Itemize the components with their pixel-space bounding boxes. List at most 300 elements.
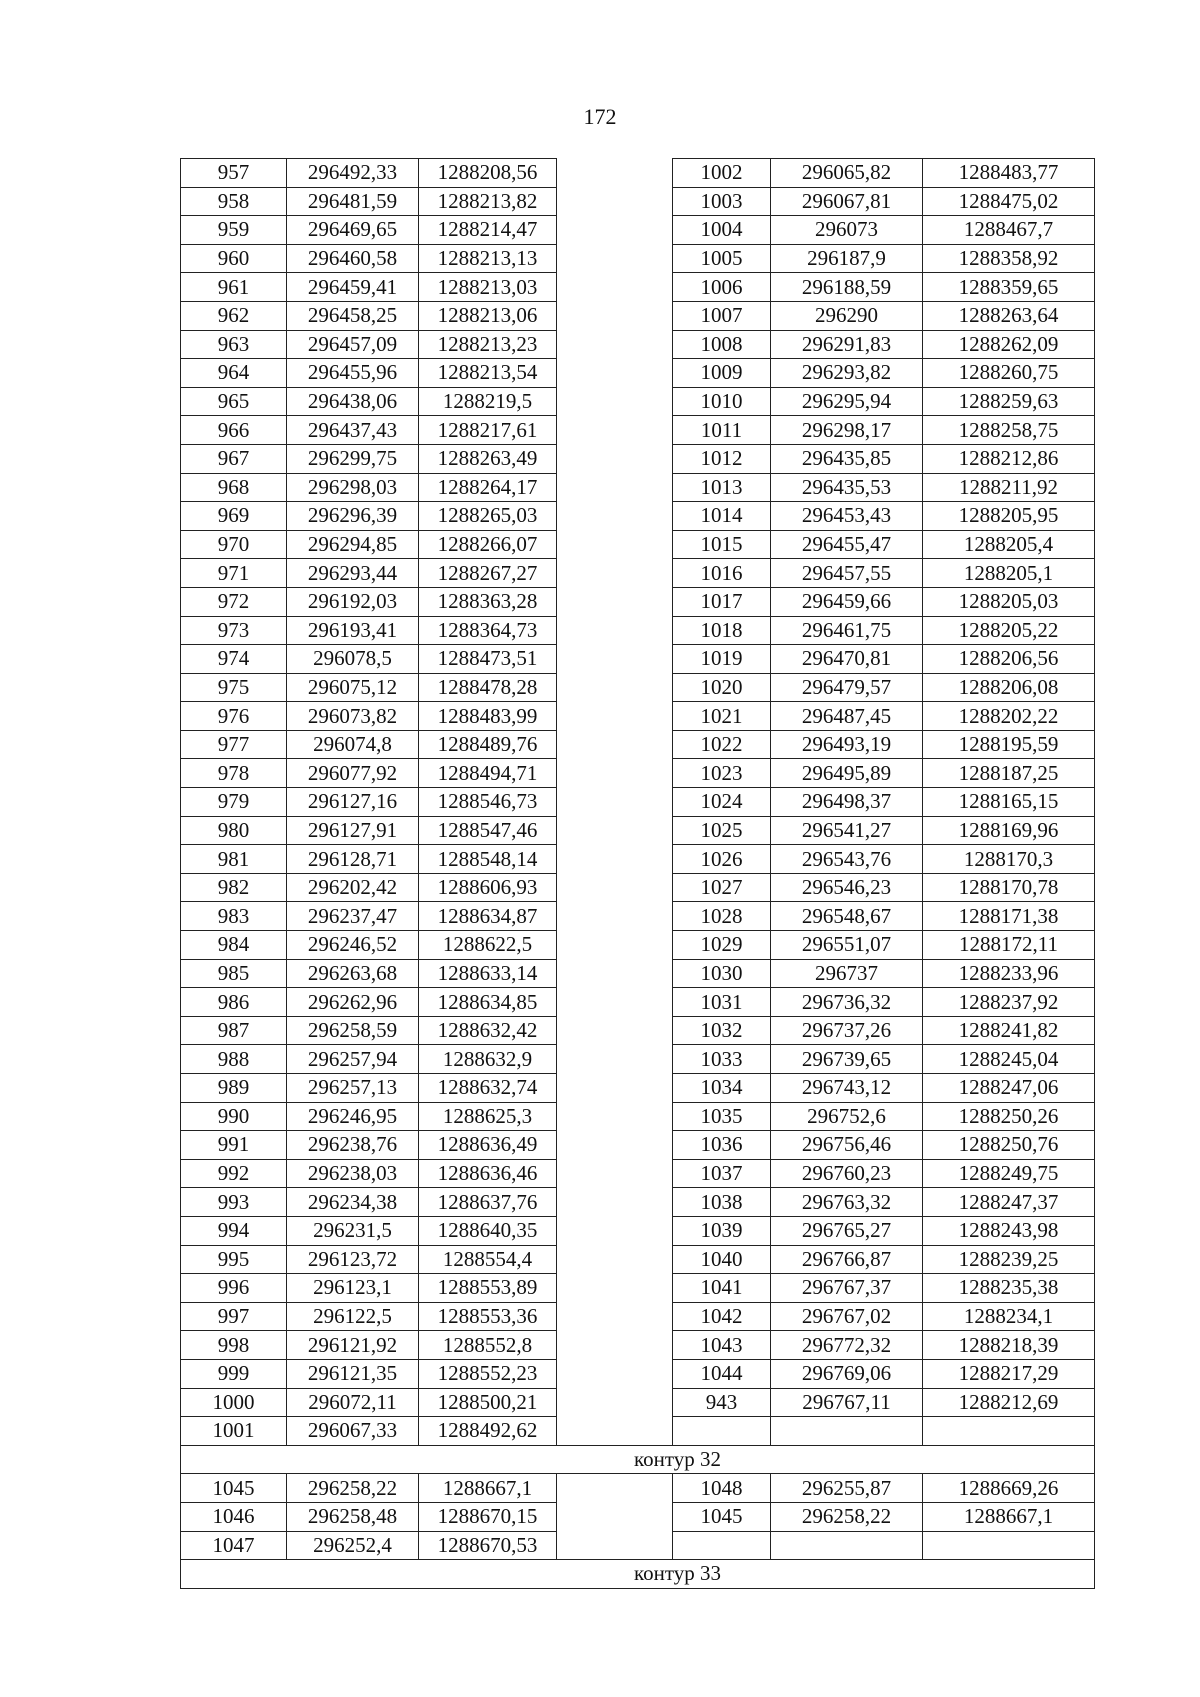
right-y-coordinate-cell: 1288212,86	[923, 444, 1095, 473]
right-x-coordinate-cell: 296435,53	[771, 473, 923, 502]
right-x-coordinate-cell	[771, 1417, 923, 1446]
left-y-coordinate-cell: 1288492,62	[419, 1417, 557, 1446]
right-point-number-cell: 1036	[673, 1131, 771, 1160]
right-point-number-cell: 1030	[673, 959, 771, 988]
column-gap	[557, 187, 673, 216]
left-x-coordinate-cell: 296238,03	[287, 1159, 419, 1188]
table-row	[181, 1245, 1095, 1274]
column-gap	[557, 1359, 673, 1388]
column-gap	[557, 1331, 673, 1360]
left-y-coordinate-cell: 1288553,36	[419, 1302, 557, 1331]
table-row	[181, 988, 1095, 1017]
right-y-coordinate-cell: 1288667,1	[923, 1502, 1095, 1531]
column-gap	[557, 1531, 673, 1560]
right-x-coordinate-cell: 296453,43	[771, 502, 923, 531]
table-row	[181, 1274, 1095, 1303]
left-y-coordinate-cell: 1288548,14	[419, 845, 557, 874]
right-point-number-cell: 1021	[673, 702, 771, 731]
left-y-coordinate-cell: 1288473,51	[419, 645, 557, 674]
left-point-number-cell: 998	[181, 1331, 287, 1360]
left-point-number-cell: 993	[181, 1188, 287, 1217]
right-point-number-cell: 1006	[673, 273, 771, 302]
table-row	[181, 759, 1095, 788]
left-x-coordinate-cell: 296078,5	[287, 645, 419, 674]
left-y-coordinate-cell: 1288214,47	[419, 216, 557, 245]
right-y-coordinate-cell: 1288245,04	[923, 1045, 1095, 1074]
right-point-number-cell: 1002	[673, 159, 771, 188]
right-point-number-cell: 1011	[673, 416, 771, 445]
left-y-coordinate-cell: 1288489,76	[419, 730, 557, 759]
table-row	[181, 1159, 1095, 1188]
column-gap	[557, 1188, 673, 1217]
right-x-coordinate-cell: 296763,32	[771, 1188, 923, 1217]
left-x-coordinate-cell: 296258,22	[287, 1474, 419, 1503]
left-y-coordinate-cell: 1288478,28	[419, 673, 557, 702]
left-y-coordinate-cell: 1288264,17	[419, 473, 557, 502]
left-y-coordinate-cell: 1288634,87	[419, 902, 557, 931]
column-gap	[557, 1302, 673, 1331]
right-y-coordinate-cell: 1288250,76	[923, 1131, 1095, 1160]
right-point-number-cell: 1045	[673, 1502, 771, 1531]
right-y-coordinate-cell: 1288206,56	[923, 645, 1095, 674]
right-point-number-cell: 1031	[673, 988, 771, 1017]
right-y-coordinate-cell: 1288247,37	[923, 1188, 1095, 1217]
column-gap	[557, 273, 673, 302]
table-row	[181, 845, 1095, 874]
table-row	[181, 931, 1095, 960]
right-x-coordinate-cell: 296067,81	[771, 187, 923, 216]
right-y-coordinate-cell: 1288262,09	[923, 330, 1095, 359]
left-point-number-cell: 960	[181, 244, 287, 273]
left-y-coordinate-cell: 1288213,23	[419, 330, 557, 359]
right-y-coordinate-cell: 1288358,92	[923, 244, 1095, 273]
column-gap	[557, 788, 673, 817]
left-x-coordinate-cell: 296074,8	[287, 730, 419, 759]
right-x-coordinate-cell: 296258,22	[771, 1502, 923, 1531]
left-y-coordinate-cell: 1288632,74	[419, 1074, 557, 1103]
right-y-coordinate-cell: 1288206,08	[923, 673, 1095, 702]
left-point-number-cell: 999	[181, 1359, 287, 1388]
right-x-coordinate-cell: 296493,19	[771, 730, 923, 759]
right-point-number-cell: 1005	[673, 244, 771, 273]
left-point-number-cell: 1047	[181, 1531, 287, 1560]
right-y-coordinate-cell: 1288249,75	[923, 1159, 1095, 1188]
table-row	[181, 530, 1095, 559]
table-row	[181, 187, 1095, 216]
right-point-number-cell: 1022	[673, 730, 771, 759]
left-x-coordinate-cell: 296257,94	[287, 1045, 419, 1074]
page-number: 172	[583, 104, 617, 129]
left-y-coordinate-cell: 1288213,06	[419, 301, 557, 330]
table-row	[181, 1359, 1095, 1388]
left-y-coordinate-cell: 1288552,8	[419, 1331, 557, 1360]
right-point-number-cell: 1008	[673, 330, 771, 359]
right-y-coordinate-cell: 1288202,22	[923, 702, 1095, 731]
left-point-number-cell: 981	[181, 845, 287, 874]
right-x-coordinate-cell: 296739,65	[771, 1045, 923, 1074]
left-x-coordinate-cell: 296193,41	[287, 616, 419, 645]
right-y-coordinate-cell	[923, 1531, 1095, 1560]
contour-32-rows	[181, 1474, 1095, 1560]
left-y-coordinate-cell: 1288265,03	[419, 502, 557, 531]
column-gap	[557, 387, 673, 416]
table-row	[181, 730, 1095, 759]
table-row	[181, 359, 1095, 388]
left-y-coordinate-cell: 1288552,23	[419, 1359, 557, 1388]
left-x-coordinate-cell: 296492,33	[287, 159, 419, 188]
table-row	[181, 159, 1095, 188]
left-y-coordinate-cell: 1288634,85	[419, 988, 557, 1017]
left-point-number-cell: 1001	[181, 1417, 287, 1446]
left-x-coordinate-cell: 296469,65	[287, 216, 419, 245]
right-y-coordinate-cell: 1288239,25	[923, 1245, 1095, 1274]
left-y-coordinate-cell: 1288263,49	[419, 444, 557, 473]
table-row	[181, 1531, 1095, 1560]
right-y-coordinate-cell: 1288243,98	[923, 1216, 1095, 1245]
contour-32-label	[181, 1445, 1095, 1474]
right-point-number-cell	[673, 1417, 771, 1446]
left-y-coordinate-cell: 1288213,03	[419, 273, 557, 302]
left-point-number-cell: 985	[181, 959, 287, 988]
left-y-coordinate-cell: 1288622,5	[419, 931, 557, 960]
table-row	[181, 1417, 1095, 1446]
right-point-number-cell: 1018	[673, 616, 771, 645]
left-point-number-cell: 967	[181, 444, 287, 473]
right-point-number-cell: 1024	[673, 788, 771, 817]
right-point-number-cell: 1004	[673, 216, 771, 245]
table-row	[181, 1045, 1095, 1074]
right-point-number-cell: 1007	[673, 301, 771, 330]
column-gap	[557, 1216, 673, 1245]
left-point-number-cell: 980	[181, 816, 287, 845]
right-x-coordinate-cell: 296756,46	[771, 1131, 923, 1160]
left-point-number-cell: 983	[181, 902, 287, 931]
left-x-coordinate-cell: 296459,41	[287, 273, 419, 302]
column-gap	[557, 1274, 673, 1303]
column-gap	[557, 1245, 673, 1274]
table-row	[181, 702, 1095, 731]
right-x-coordinate-cell: 296767,11	[771, 1388, 923, 1417]
table-row	[181, 1131, 1095, 1160]
left-y-coordinate-cell: 1288494,71	[419, 759, 557, 788]
contour-33-label	[181, 1560, 1095, 1589]
right-point-number-cell: 1019	[673, 645, 771, 674]
right-y-coordinate-cell	[923, 1417, 1095, 1446]
left-point-number-cell: 978	[181, 759, 287, 788]
right-y-coordinate-cell: 1288169,96	[923, 816, 1095, 845]
column-gap	[557, 759, 673, 788]
right-x-coordinate-cell: 296479,57	[771, 673, 923, 702]
left-y-coordinate-cell: 1288633,14	[419, 959, 557, 988]
right-y-coordinate-cell: 1288212,69	[923, 1388, 1095, 1417]
column-gap	[557, 702, 673, 731]
table-row	[181, 1302, 1095, 1331]
left-x-coordinate-cell: 296438,06	[287, 387, 419, 416]
column-gap	[557, 444, 673, 473]
left-x-coordinate-cell: 296067,33	[287, 1417, 419, 1446]
column-gap	[557, 587, 673, 616]
contour-32-section	[181, 1445, 1095, 1474]
left-x-coordinate-cell: 296231,5	[287, 1216, 419, 1245]
left-point-number-cell: 997	[181, 1302, 287, 1331]
column-gap	[557, 502, 673, 531]
left-y-coordinate-cell: 1288500,21	[419, 1388, 557, 1417]
right-x-coordinate-cell: 296743,12	[771, 1074, 923, 1103]
contour-33-label-text: контур 33	[633, 1561, 722, 1586]
left-x-coordinate-cell: 296123,72	[287, 1245, 419, 1274]
left-y-coordinate-cell: 1288266,07	[419, 530, 557, 559]
column-gap	[557, 931, 673, 960]
right-y-coordinate-cell: 1288170,3	[923, 845, 1095, 874]
left-point-number-cell: 988	[181, 1045, 287, 1074]
right-x-coordinate-cell: 296470,81	[771, 645, 923, 674]
right-x-coordinate-cell: 296435,85	[771, 444, 923, 473]
left-x-coordinate-cell: 296257,13	[287, 1074, 419, 1103]
column-gap	[557, 1474, 673, 1503]
column-gap	[557, 359, 673, 388]
right-point-number-cell: 1044	[673, 1359, 771, 1388]
left-x-coordinate-cell: 296121,92	[287, 1331, 419, 1360]
right-point-number-cell: 1023	[673, 759, 771, 788]
right-point-number-cell	[673, 1531, 771, 1560]
left-y-coordinate-cell: 1288670,15	[419, 1502, 557, 1531]
contour-32-label-text: контур 32	[633, 1447, 722, 1472]
column-gap	[557, 988, 673, 1017]
left-x-coordinate-cell: 296234,38	[287, 1188, 419, 1217]
table-row	[181, 1502, 1095, 1531]
left-point-number-cell: 961	[181, 273, 287, 302]
right-y-coordinate-cell: 1288235,38	[923, 1274, 1095, 1303]
right-x-coordinate-cell: 296457,55	[771, 559, 923, 588]
column-gap	[557, 1388, 673, 1417]
table-row	[181, 587, 1095, 616]
left-y-coordinate-cell: 1288363,28	[419, 587, 557, 616]
left-point-number-cell: 962	[181, 301, 287, 330]
left-y-coordinate-cell: 1288637,76	[419, 1188, 557, 1217]
column-gap	[557, 902, 673, 931]
left-point-number-cell: 990	[181, 1102, 287, 1131]
left-x-coordinate-cell: 296294,85	[287, 530, 419, 559]
right-x-coordinate-cell: 296461,75	[771, 616, 923, 645]
column-gap	[557, 845, 673, 874]
right-y-coordinate-cell: 1288171,38	[923, 902, 1095, 931]
right-y-coordinate-cell: 1288233,96	[923, 959, 1095, 988]
right-y-coordinate-cell: 1288250,26	[923, 1102, 1095, 1131]
left-point-number-cell: 959	[181, 216, 287, 245]
right-x-coordinate-cell: 296459,66	[771, 587, 923, 616]
left-x-coordinate-cell: 296293,44	[287, 559, 419, 588]
left-point-number-cell: 977	[181, 730, 287, 759]
column-gap	[557, 1131, 673, 1160]
right-x-coordinate-cell: 296548,67	[771, 902, 923, 931]
right-x-coordinate-cell: 296495,89	[771, 759, 923, 788]
right-point-number-cell: 1012	[673, 444, 771, 473]
left-x-coordinate-cell: 296460,58	[287, 244, 419, 273]
right-x-coordinate-cell: 296188,59	[771, 273, 923, 302]
left-point-number-cell: 972	[181, 587, 287, 616]
contour-header-row	[181, 1445, 1095, 1474]
column-gap	[557, 816, 673, 845]
right-point-number-cell: 1033	[673, 1045, 771, 1074]
right-point-number-cell: 1035	[673, 1102, 771, 1131]
table-row	[181, 1074, 1095, 1103]
right-y-coordinate-cell: 1288483,77	[923, 159, 1095, 188]
left-x-coordinate-cell: 296246,95	[287, 1102, 419, 1131]
right-y-coordinate-cell: 1288259,63	[923, 387, 1095, 416]
left-x-coordinate-cell: 296258,48	[287, 1502, 419, 1531]
right-x-coordinate-cell: 296752,6	[771, 1102, 923, 1131]
right-x-coordinate-cell: 296541,27	[771, 816, 923, 845]
right-point-number-cell: 1048	[673, 1474, 771, 1503]
right-x-coordinate-cell: 296772,32	[771, 1331, 923, 1360]
column-gap	[557, 244, 673, 273]
left-point-number-cell: 970	[181, 530, 287, 559]
right-x-coordinate-cell: 296255,87	[771, 1474, 923, 1503]
left-y-coordinate-cell: 1288217,61	[419, 416, 557, 445]
right-point-number-cell: 1040	[673, 1245, 771, 1274]
column-gap	[557, 1045, 673, 1074]
table-row	[181, 330, 1095, 359]
column-gap	[557, 216, 673, 245]
right-y-coordinate-cell: 1288237,92	[923, 988, 1095, 1017]
table-row	[181, 645, 1095, 674]
right-x-coordinate-cell: 296551,07	[771, 931, 923, 960]
column-gap	[557, 959, 673, 988]
table-row	[181, 473, 1095, 502]
left-x-coordinate-cell: 296077,92	[287, 759, 419, 788]
left-point-number-cell: 1000	[181, 1388, 287, 1417]
column-gap	[557, 645, 673, 674]
left-y-coordinate-cell: 1288267,27	[419, 559, 557, 588]
table-row	[181, 873, 1095, 902]
left-point-number-cell: 1045	[181, 1474, 287, 1503]
column-gap	[557, 873, 673, 902]
right-y-coordinate-cell: 1288187,25	[923, 759, 1095, 788]
left-y-coordinate-cell: 1288547,46	[419, 816, 557, 845]
right-point-number-cell: 1029	[673, 931, 771, 960]
left-x-coordinate-cell: 296127,16	[287, 788, 419, 817]
left-y-coordinate-cell: 1288553,89	[419, 1274, 557, 1303]
left-x-coordinate-cell: 296075,12	[287, 673, 419, 702]
table-row	[181, 1331, 1095, 1360]
right-x-coordinate-cell: 296187,9	[771, 244, 923, 273]
right-x-coordinate-cell: 296073	[771, 216, 923, 245]
table-row	[181, 788, 1095, 817]
table-row	[181, 1016, 1095, 1045]
right-x-coordinate-cell: 296737,26	[771, 1016, 923, 1045]
left-point-number-cell: 964	[181, 359, 287, 388]
left-x-coordinate-cell: 296238,76	[287, 1131, 419, 1160]
right-point-number-cell: 1026	[673, 845, 771, 874]
left-x-coordinate-cell: 296122,5	[287, 1302, 419, 1331]
left-x-coordinate-cell: 296121,35	[287, 1359, 419, 1388]
right-point-number-cell: 1016	[673, 559, 771, 588]
left-point-number-cell: 987	[181, 1016, 287, 1045]
left-x-coordinate-cell: 296481,59	[287, 187, 419, 216]
right-y-coordinate-cell: 1288263,64	[923, 301, 1095, 330]
left-point-number-cell: 966	[181, 416, 287, 445]
left-x-coordinate-cell: 296128,71	[287, 845, 419, 874]
table-row	[181, 502, 1095, 531]
left-point-number-cell: 971	[181, 559, 287, 588]
left-x-coordinate-cell: 296262,96	[287, 988, 419, 1017]
left-point-number-cell: 965	[181, 387, 287, 416]
column-gap	[557, 673, 673, 702]
right-x-coordinate-cell: 296546,23	[771, 873, 923, 902]
right-x-coordinate-cell: 296065,82	[771, 159, 923, 188]
right-y-coordinate-cell: 1288247,06	[923, 1074, 1095, 1103]
left-point-number-cell: 1046	[181, 1502, 287, 1531]
left-y-coordinate-cell: 1288213,82	[419, 187, 557, 216]
table-row	[181, 1188, 1095, 1217]
right-x-coordinate-cell: 296543,76	[771, 845, 923, 874]
right-y-coordinate-cell: 1288260,75	[923, 359, 1095, 388]
left-y-coordinate-cell: 1288213,54	[419, 359, 557, 388]
left-y-coordinate-cell: 1288546,73	[419, 788, 557, 817]
left-x-coordinate-cell: 296073,82	[287, 702, 419, 731]
right-point-number-cell: 1039	[673, 1216, 771, 1245]
right-x-coordinate-cell: 296293,82	[771, 359, 923, 388]
left-y-coordinate-cell: 1288632,9	[419, 1045, 557, 1074]
left-x-coordinate-cell: 296123,1	[287, 1274, 419, 1303]
left-x-coordinate-cell: 296437,43	[287, 416, 419, 445]
left-y-coordinate-cell: 1288219,5	[419, 387, 557, 416]
right-x-coordinate-cell: 296290	[771, 301, 923, 330]
table-row	[181, 902, 1095, 931]
left-x-coordinate-cell: 296127,91	[287, 816, 419, 845]
contour-31-rows	[181, 159, 1095, 1446]
right-point-number-cell: 1042	[673, 1302, 771, 1331]
right-x-coordinate-cell: 296766,87	[771, 1245, 923, 1274]
table-row	[181, 387, 1095, 416]
table-row	[181, 416, 1095, 445]
right-x-coordinate-cell: 296760,23	[771, 1159, 923, 1188]
left-x-coordinate-cell: 296296,39	[287, 502, 419, 531]
left-point-number-cell: 969	[181, 502, 287, 531]
table-row	[181, 616, 1095, 645]
left-point-number-cell: 968	[181, 473, 287, 502]
left-point-number-cell: 979	[181, 788, 287, 817]
column-gap	[557, 473, 673, 502]
right-x-coordinate-cell: 296298,17	[771, 416, 923, 445]
right-y-coordinate-cell: 1288205,03	[923, 587, 1095, 616]
left-point-number-cell: 973	[181, 616, 287, 645]
column-gap	[557, 1417, 673, 1446]
right-point-number-cell: 1010	[673, 387, 771, 416]
left-x-coordinate-cell: 296457,09	[287, 330, 419, 359]
table-row	[181, 1102, 1095, 1131]
column-gap	[557, 330, 673, 359]
table-row	[181, 1474, 1095, 1503]
left-x-coordinate-cell: 296202,42	[287, 873, 419, 902]
right-y-coordinate-cell: 1288205,22	[923, 616, 1095, 645]
right-y-coordinate-cell: 1288211,92	[923, 473, 1095, 502]
table-row	[181, 444, 1095, 473]
left-y-coordinate-cell: 1288364,73	[419, 616, 557, 645]
right-y-coordinate-cell: 1288218,39	[923, 1331, 1095, 1360]
column-gap	[557, 530, 673, 559]
table-row	[181, 273, 1095, 302]
column-gap	[557, 416, 673, 445]
right-x-coordinate-cell: 296767,02	[771, 1302, 923, 1331]
right-y-coordinate-cell: 1288165,15	[923, 788, 1095, 817]
contour-header-row	[181, 1560, 1095, 1589]
left-x-coordinate-cell: 296299,75	[287, 444, 419, 473]
right-y-coordinate-cell: 1288467,7	[923, 216, 1095, 245]
right-point-number-cell: 1028	[673, 902, 771, 931]
left-point-number-cell: 984	[181, 931, 287, 960]
right-point-number-cell: 1041	[673, 1274, 771, 1303]
